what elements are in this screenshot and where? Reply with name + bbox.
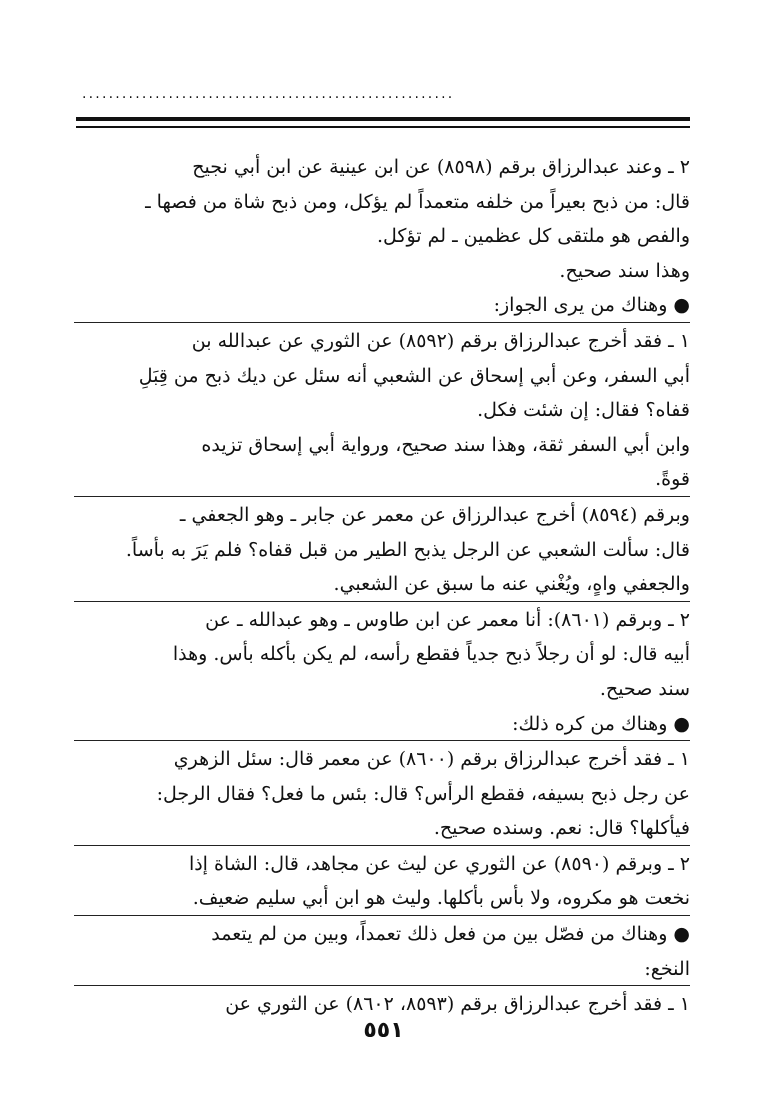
text-line: والجعفي واهٍ، ويُغْني عنه ما سبق عن الشعبي. (333, 573, 690, 596)
section-divider (74, 601, 690, 602)
text-line: أبيه قال: لو أن رجلاً ذبح جدياً فقطع رأسه، لم يكن بأكله بأس. وهذا (172, 643, 690, 666)
text-line: ١ ـ فقد أخرج عبدالرزاق برقم (٨٦٠٠) عن معمر قال: سئل الزهري (173, 748, 690, 771)
page-number: ٥٥١ (363, 1018, 404, 1043)
section-divider (74, 845, 690, 846)
header-rule-thin (76, 126, 690, 128)
text-line: النخع: (644, 957, 690, 980)
text-line: ٢ ـ وبرقم (٨٦٠١): أنا معمر عن ابن طاوس ـ وهو عبدالله ـ عن (205, 608, 690, 631)
text-line: وابن أبي السفر ثقة، وهذا سند صحيح، ورواية أبي إسحاق تزيده (201, 433, 690, 456)
text-line: عن رجل ذبح بسيفه، فقطع الرأس؟ قال: بئس ما فعل؟ فقال الرجل: (156, 782, 690, 805)
text-line: نخعت هو مكروه، ولا بأس بأكلها. وليث هو ابن أبي سليم ضعيف. (192, 887, 690, 910)
text-line: قال: من ذبح بعيراً من خلفه متعمداً لم يؤكل، ومن ذبح شاة من فصها ـ (145, 190, 690, 213)
text-line: قال: سألت الشعبي عن الرجل يذبح الطير من قبل قفاه؟ فلم يَرَ به بأساً. (125, 538, 690, 561)
text-line: قفاه؟ فقال: إن شئت فكل. (477, 399, 690, 422)
text-line: أبي السفر، وعن أبي إسحاق عن الشعبي أنه سئل عن ديك ذبح من قِبَلِ (138, 364, 690, 387)
section-divider (74, 740, 690, 741)
text-line: قوةً. (655, 468, 690, 491)
text-line: سند صحيح. (599, 677, 690, 700)
text-line: وهذا سند صحيح. (559, 259, 690, 282)
text-line: ١ ـ فقد أخرج عبدالرزاق برقم (٨٥٩٣، ٨٦٠٢) عن الثوري عن (225, 993, 690, 1016)
text-line: ● وهناك من كره ذلك: (512, 712, 690, 735)
text-line: ● وهناك من يرى الجواز: (493, 294, 690, 317)
body-text (74, 150, 690, 1022)
section-divider (74, 322, 690, 323)
section-divider (74, 496, 690, 497)
dotted-separator: ........................................................ (82, 86, 455, 102)
text-line: فيأكلها؟ قال: نعم. وسنده صحيح. (433, 817, 690, 840)
text-line: ● وهناك من فصّل بين من فعل ذلك تعمداً، وبين من لم يتعمد (211, 923, 690, 946)
text-line: ١ ـ فقد أخرج عبدالرزاق برقم (٨٥٩٢) عن الثوري عن عبدالله بن (191, 329, 690, 352)
header-rule-thick (76, 117, 690, 121)
section-divider (74, 985, 690, 986)
text-line: وبرقم (٨٥٩٤) أخرج عبدالرزاق عن معمر عن جابر ـ وهو الجعفي ـ (179, 503, 690, 526)
text-line: والفص هو ملتقى كل عظمين ـ لم تؤكل. (376, 225, 690, 248)
section-divider (74, 915, 690, 916)
text-line: ٢ ـ وعند عبدالرزاق برقم (٨٥٩٨) عن ابن عينية عن ابن أبي نجيح (192, 156, 690, 178)
text-line: ٢ ـ وبرقم (٨٥٩٠) عن الثوري عن ليث عن مجاهد، قال: الشاة إذا (188, 852, 690, 875)
